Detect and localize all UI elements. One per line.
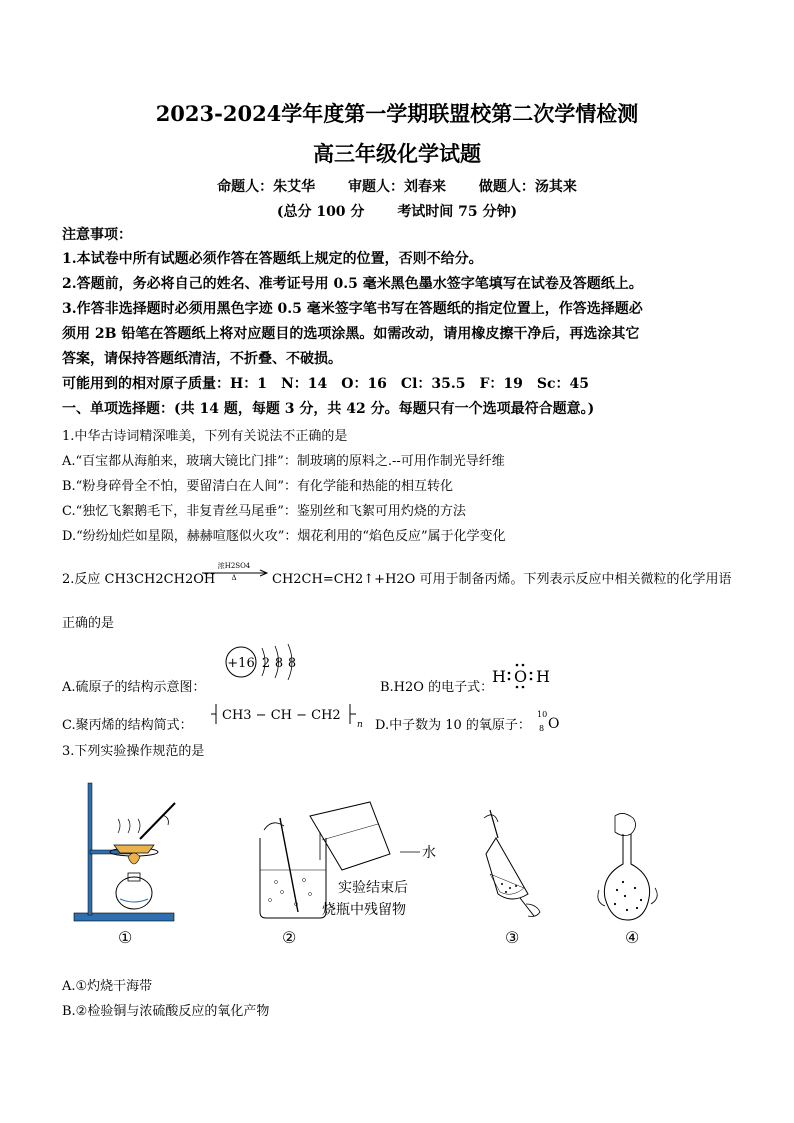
authors-line <box>0 176 794 196</box>
shell-3-electrons: 8 <box>287 656 297 671</box>
reaction-arrow-icon <box>200 560 270 580</box>
notice-item-3-line-2: 须用 2B 铅笔在答题纸上将对应题目的选项涂黑。如需改动，请用橡皮擦干净后，再选涂其它 <box>62 326 640 342</box>
reaction-condition-bottom: Δ <box>231 574 237 580</box>
q2-option-d-label: D.中子数为 10 的氧原子： <box>375 718 531 733</box>
beaker-pour-figure <box>250 800 450 930</box>
q3-stem: 3.下列实验操作规范的是 <box>62 744 205 759</box>
score-line <box>0 201 794 221</box>
exam-subtitle: 高三年级化学试题 <box>313 141 481 166</box>
q3-option-b: B.②检验铜与浓硫酸反应的氧化产物 <box>62 1004 270 1019</box>
notice-item-2: 2.答题前，务必将自己的姓名、准考证号用 0.5 毫米黑色墨水签字笔填写在试卷及答题纸上。 <box>62 276 643 292</box>
atomic-mass-line: 可能用到的相对原子质量：H：1 N：14 O：16 Cl：35.5 F：19 Sc：45 <box>62 376 590 392</box>
q1-option-a: A.“百宝都从海舶来，玻璃大镜比门排”：制玻璃的原料之.--可用作制光导纤维 <box>62 454 505 469</box>
maker: 做题人：汤其来 <box>478 179 577 195</box>
q1-stem: 1.中华古诗词精深唯美，下列有关说法不正确的是 <box>62 429 348 444</box>
element-symbol: O <box>548 716 560 732</box>
polypropylene-chain: CH3 − CH − CH2 <box>222 708 341 723</box>
oxygen-isotope <box>535 708 565 734</box>
polypropylene-formula <box>210 700 375 730</box>
shell-1-electrons: 2 <box>261 656 271 671</box>
exam-title: 2023-2024学年度第一学期联盟校第二次学情检测 <box>155 101 639 126</box>
section-1-heading: 一、单项选择题：(共 14 题，每题 3 分，共 42 分。每题只有一个选项最符合题意。) <box>62 401 595 417</box>
exam-time: 考试时间 75 分钟) <box>397 204 518 220</box>
proposer: 命题人：朱艾华 <box>217 179 316 195</box>
q3-option-a: A.①灼烧干海带 <box>62 979 153 994</box>
hydrogen-right: H <box>536 667 550 686</box>
notice-item-3-line-3: 答案，请保持答题纸清洁，不折叠、不破损。 <box>62 351 342 367</box>
polymer-n: n <box>357 720 363 730</box>
notice-heading: 注意事项： <box>62 227 132 243</box>
residue-label-line-2: 烧瓶中残留物 <box>322 902 406 918</box>
burner-setup-figure <box>70 775 180 925</box>
nucleus-charge: +16 <box>227 656 255 671</box>
separatory-funnel-figure <box>468 808 558 928</box>
reviewer: 审题人：刘春来 <box>348 179 446 195</box>
figure-1-number: ① <box>118 928 133 947</box>
q2-stem-product: CH2CH=CH2↑+H2O 可用于制备丙烯。下列表示反应中相关微粒的化学用语 <box>272 572 732 587</box>
q1-option-b: B.“粉身碎骨全不怕，要留清白在人间”：有化学能和热能的相互转化 <box>62 479 453 494</box>
hydrogen-left: H <box>492 667 506 686</box>
figure-4-number: ④ <box>625 928 640 947</box>
q1-option-d: D.“纷纷灿烂如星陨，赫赫喧豗似火攻”：烟花利用的“焰色反应”属于化学变化 <box>62 529 506 544</box>
q2-option-a-label: A.硫原子的结构示意图： <box>62 680 206 695</box>
notice-item-3-line-1: 3.作答非选择题时必须用黑色字迹 0.5 毫米签字笔书写在答题纸的指定位置上，作答选择题必 <box>62 301 643 317</box>
q2-reactant: CH3CH2CH2OH <box>104 572 216 587</box>
reaction-condition-top: 浓H2SO4 <box>217 562 251 570</box>
q2-option-b-label: B.H2O 的电子式： <box>380 680 494 695</box>
total-score: (总分 100 分 <box>276 204 365 220</box>
q1-option-c: C.“独忆飞絮鹅毛下，非复青丝马尾垂”：鉴别丝和飞絮可用灼烧的方法 <box>62 504 466 519</box>
q2-option-c-label: C.聚丙烯的结构简式： <box>62 718 193 733</box>
notice-item-1: 1.本试卷中所有试题必须作答在答题纸上规定的位置，否则不给分。 <box>62 251 483 267</box>
oxygen-center: O <box>514 667 528 686</box>
volumetric-flask-figure <box>595 812 665 932</box>
sulfur-atom-diagram <box>220 640 310 684</box>
water-label: 水 <box>422 845 436 861</box>
atomic-number: 8 <box>539 724 545 733</box>
residue-label-line-1: 实验结束后 <box>338 880 408 896</box>
q2-stem-line-2: 正确的是 <box>62 616 115 631</box>
shell-2-electrons: 8 <box>274 656 284 671</box>
mass-number: 10 <box>537 710 548 719</box>
q2-stem-start: 2.反应 CH3CH2CH2OH <box>62 572 216 587</box>
figure-2-number: ② <box>282 928 297 947</box>
figure-3-number: ③ <box>505 928 520 947</box>
water-electron-formula <box>490 660 554 690</box>
